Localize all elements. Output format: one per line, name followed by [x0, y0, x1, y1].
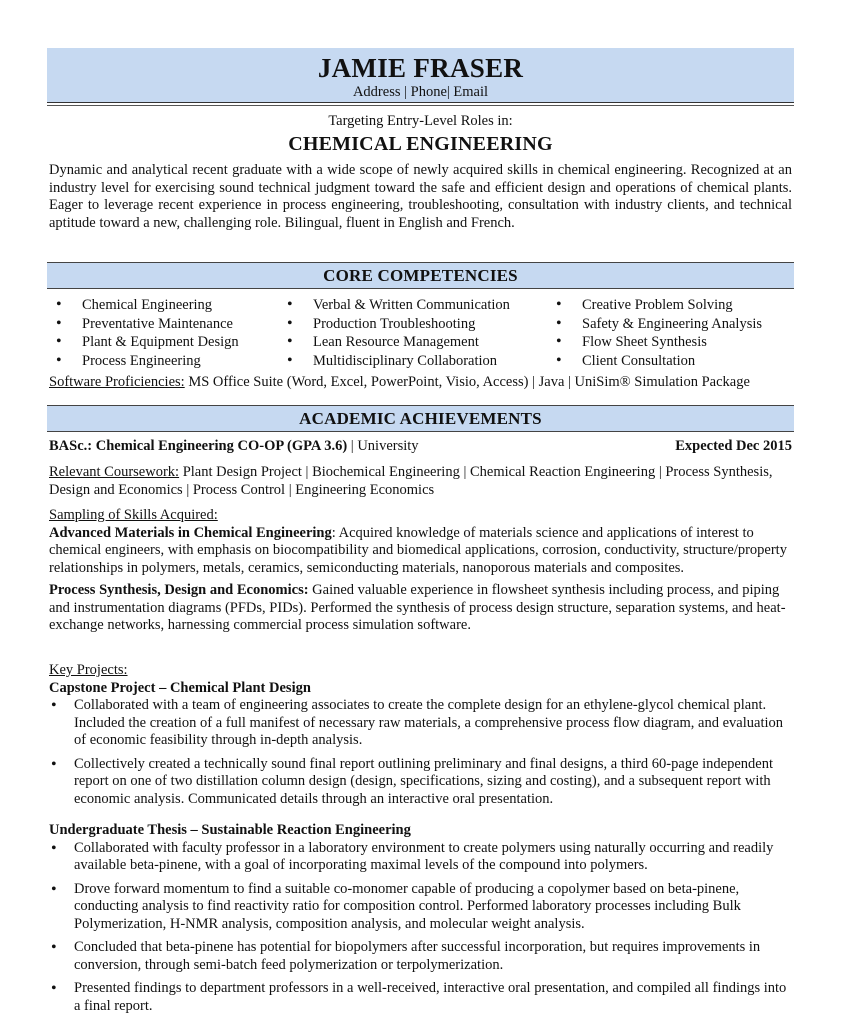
coursework-block [49, 464, 792, 499]
thesis-bullets [49, 840, 792, 1016]
coursework-label: Relevant Coursework: [49, 464, 180, 480]
projects-block [49, 662, 792, 814]
competency-item: • Multidisciplinary Collaboration [280, 352, 510, 371]
school-name: | University [347, 438, 419, 454]
competency-item: • Process Engineering [49, 352, 239, 371]
software-label: Software Proficiencies: [49, 374, 185, 390]
skill-description: : Acquired knowledge of materials science and applications of interest to chemical engineers, with emphasis on biocompatibility and biomedical applications, corrosion, conductivity, structure/property relationships in polymers, metals, ceramics, semiconducting materials, nanoporous materials and composites. [49, 524, 787, 576]
coursework-list: Plant Design Project | Biochemical Engineering | Chemical Reaction Engineering | Process Synthesis, Design and Economics | Process Control | Engineering Economics [49, 464, 773, 498]
section-heading-competencies: CORE COMPETENCIES [47, 262, 794, 289]
summary-paragraph: Dynamic and analytical recent graduate with a wide scope of newly acquired skills in chemical engineering. Recognized at an industry level for exercising sound technical judgment toward the safe and efficient design and operations of chemical plants. Eager to leverage recent experience in process engineering, troubleshooting, consultation with industry clients, and technical aptitude toward a new, challenging role. Bilingual, fluent in English and French. [49, 162, 792, 232]
header-divider [47, 105, 794, 106]
project-title-capstone: Capstone Project – Chemical Plant Design [49, 679, 311, 696]
competency-item: • Lean Resource Management [280, 333, 510, 352]
competency-item: • Chemical Engineering [49, 296, 239, 315]
competencies-column-3 [549, 296, 762, 370]
target-role-block [47, 113, 794, 156]
project-bullet: • Collaborated with faculty professor in a laboratory environment to create polymers using naturally occurring and readily available beta-pinene, with a goal of incorporating maximal levels of the compound into polymers. [49, 840, 792, 875]
candidate-name: JAMIE FRASER [317, 53, 524, 83]
skill-description: Gained valuable experience in flowsheet synthesis including process, and piping and instrumentation diagrams (PFDs, PIDs). Performed the synthesis of process design structure, separation systems, and heat-exchange networks, harnessing commercial process simulation software. [49, 582, 786, 633]
degree-title: BASc.: Chemical Engineering CO-OP (GPA 3.6) [49, 438, 348, 454]
contact-line: Address | Phone| Email [352, 84, 489, 100]
competency-item: • Safety & Engineering Analysis [549, 315, 762, 334]
degree-row [49, 438, 792, 456]
skills-label: Sampling of Skills Acquired: [49, 507, 218, 523]
project-title-thesis: Undergraduate Thesis – Sustainable Reaction Engineering [49, 822, 411, 838]
project-bullet: • Concluded that beta-pinene has potential for biopolymers after successful incorporation, but requires improvements in conversion, through semi-batch feed polymerization or terpolymerization. [49, 939, 792, 974]
skill-title: Advanced Materials in Chemical Engineering [49, 524, 332, 541]
software-proficiencies [49, 374, 750, 392]
competency-item: • Plant & Equipment Design [49, 333, 239, 352]
skill-title: Process Synthesis, Design and Economics: [49, 582, 309, 598]
project-bullet: • Presented findings to department professors in a well-received, interactive oral presentation, and compiled all findings into a final report. [49, 980, 792, 1015]
competency-item: • Verbal & Written Communication [280, 296, 510, 315]
projects-label: Key Projects: [49, 662, 128, 678]
project-bullet: • Collaborated with a team of engineering associates to create the complete design for an ethylene-glycol chemical plant. Included the creation of a full manifest of necessary raw materials, a comprehensive process flow diagram, and evaluation of economic feasibility through in-depth analysis. [49, 697, 792, 750]
competency-item: • Flow Sheet Synthesis [549, 333, 762, 352]
skills-block [49, 507, 792, 635]
target-role-title: CHEMICAL ENGINEERING [288, 133, 553, 155]
software-list: MS Office Suite (Word, Excel, PowerPoint, Visio, Access) | Java | UniSim® Simulation Package [184, 374, 750, 390]
project-bullet: • Collectively created a technically sound final report outlining preliminary and final designs, a third 60-page independent report on one of two distillation column design (design, specifications, sizing and costing), and a subsequent report with economic analysis. Communicated details through an interactive oral presentation. [49, 756, 792, 809]
competencies-column-1 [49, 296, 239, 370]
thesis-block [49, 822, 792, 1021]
target-intro: Targeting Entry-Level Roles in: [328, 113, 513, 129]
competency-item: • Creative Problem Solving [549, 296, 762, 315]
competency-item: • Client Consultation [549, 352, 762, 371]
competency-item: • Preventative Maintenance [49, 315, 239, 334]
section-heading-academic: ACADEMIC ACHIEVEMENTS [47, 405, 794, 432]
capstone-bullets [49, 697, 792, 808]
skill-advanced-materials [49, 525, 792, 578]
project-bullet: • Drove forward momentum to find a suitable co-monomer capable of producing a copolymer based on beta-pinene, conducting analysis to find reactivity ratio for composition control. Performed laboratory processes including Bulk Polymerization, H-NMR analysis, composition analysis, and molecular weight analysis. [49, 881, 792, 934]
skill-process-synthesis [49, 582, 792, 635]
competency-item: • Production Troubleshooting [280, 315, 510, 334]
name-header [47, 48, 794, 103]
competencies-column-2 [280, 296, 510, 370]
expected-date: Expected Dec 2015 [675, 438, 792, 454]
